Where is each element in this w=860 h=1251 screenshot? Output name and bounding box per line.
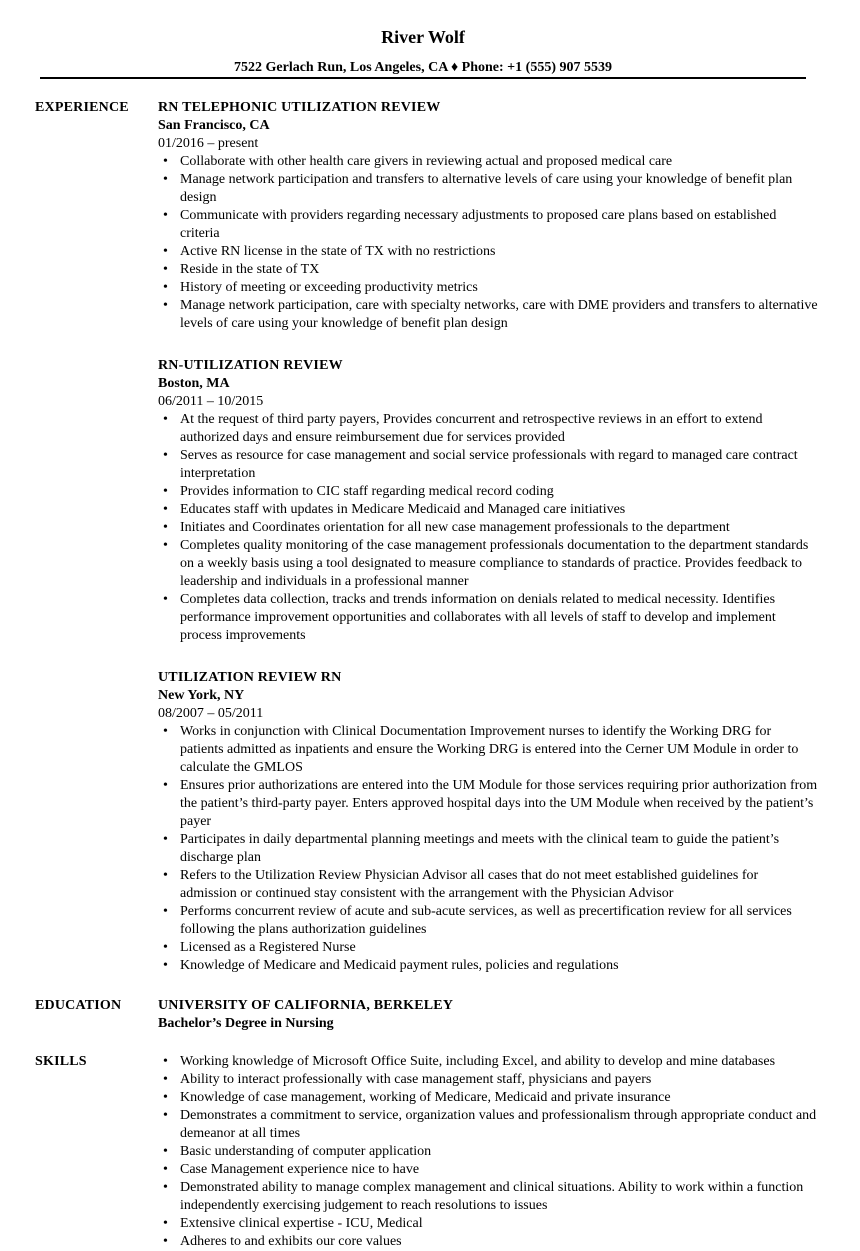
list-item: • Works in conjunction with Clinical Documentation Improvement nurses to identify the Working DRG for patients admitted as inpatients and ensure the Working DRG is entered into the Cerner UM Module in order to calculate the GMLOS xyxy=(158,723,818,777)
skills-label: SKILLS xyxy=(35,1054,87,1069)
list-item: • Knowledge of case management, working of Medicare, Medicaid and private insurance xyxy=(158,1089,818,1107)
experience-body xyxy=(158,99,818,995)
list-item: • Active RN license in the state of TX with no restrictions xyxy=(158,243,818,261)
list-item: • Knowledge of Medicare and Medicaid payment rules, policies and regulations xyxy=(158,957,818,975)
job-title: RN TELEPHONIC UTILIZATION REVIEW xyxy=(158,100,441,115)
job-dates: 01/2016 – present xyxy=(158,136,259,151)
list-item: • Ability to interact professionally with case management staff, physicians and payers xyxy=(158,1071,818,1089)
list-item: • Working knowledge of Microsoft Office Suite, including Excel, and ability to develop and mine databases xyxy=(158,1053,818,1071)
job-bullets xyxy=(158,153,818,333)
list-item: • Completes quality monitoring of the case management professionals documentation to the department standards on a weekly basis using a tool designated to measure compliance to standards of practice. Provides feedback to leadership and individuals in a professional manner xyxy=(158,537,818,591)
list-item: • Licensed as a Registered Nurse xyxy=(158,939,818,957)
list-item: • Reside in the state of TX xyxy=(158,261,818,279)
list-item: • Participates in daily departmental planning meetings and meets with the clinical team to guide the patient’s discharge plan xyxy=(158,831,818,867)
list-item: • Communicate with providers regarding necessary adjustments to proposed care plans based on established criteria xyxy=(158,207,818,243)
job-bullets xyxy=(158,723,818,975)
list-item: • History of meeting or exceeding productivity metrics xyxy=(158,279,818,297)
list-item: • Collaborate with other health care givers in reviewing actual and proposed medical care xyxy=(158,153,818,171)
list-item: • Performs concurrent review of acute and sub-acute services, as well as precertification review for all services following the plans authorization guidelines xyxy=(158,903,818,939)
education-label: EDUCATION xyxy=(35,998,122,1013)
job-dates: 06/2011 – 10/2015 xyxy=(158,394,264,409)
list-item: • Demonstrates a commitment to service, organization values and professionalism through appropriate conduct and demeanor at all times xyxy=(158,1107,818,1143)
candidate-name: River Wolf xyxy=(381,27,465,47)
skills-list xyxy=(158,1053,818,1251)
list-item: • Ensures prior authorizations are entered into the UM Module for those services requiring prior authorization from the patient’s third-party payer. Enters approved hospital days into the UM Module when received by the patient’s payer xyxy=(158,777,818,831)
experience-label: EXPERIENCE xyxy=(35,100,129,115)
header-divider xyxy=(40,77,806,79)
list-item: • Extensive clinical expertise - ICU, Medical xyxy=(158,1215,818,1233)
list-item: • Manage network participation and transfers to alternative levels of care using your knowledge of benefit plan design xyxy=(158,171,818,207)
list-item: • Manage network participation, care with specialty networks, care with DME providers and transfers to alternative levels of care using your knowledge of benefit plan design xyxy=(158,297,818,333)
job-bullets xyxy=(158,411,818,645)
list-item: • Initiates and Coordinates orientation for all new case management professionals to the department xyxy=(158,519,818,537)
job-location: New York, NY xyxy=(158,688,245,703)
job-location: San Francisco, CA xyxy=(158,118,270,133)
job-location: Boston, MA xyxy=(158,376,230,391)
degree-name: Bachelor’s Degree in Nursing xyxy=(158,1016,334,1031)
job-title: UTILIZATION REVIEW RN xyxy=(158,670,342,685)
education-body xyxy=(158,997,818,1033)
list-item: • At the request of third party payers, Provides concurrent and retrospective reviews in an effort to extend authorized days and ensure reimbursement due for services provided xyxy=(158,411,818,447)
list-item: • Educates staff with updates in Medicare Medicaid and Managed care initiatives xyxy=(158,501,818,519)
list-item: • Basic understanding of computer application xyxy=(158,1143,818,1161)
job-title: RN-UTILIZATION REVIEW xyxy=(158,358,343,373)
list-item: • Adheres to and exhibits our core values xyxy=(158,1233,818,1251)
list-item: • Demonstrated ability to manage complex management and clinical situations. Ability to work within a function independently exercising judgement to reach resolutions to issues xyxy=(158,1179,818,1215)
list-item: • Completes data collection, tracks and trends information on denials related to medical necessity. Identifies performance improvement opportunities and collaborates with all levels of staff to develop and implement process improvements xyxy=(158,591,818,645)
school-name: UNIVERSITY OF CALIFORNIA, BERKELEY xyxy=(158,998,454,1013)
skills-body xyxy=(158,1053,818,1251)
job-entry xyxy=(158,357,818,645)
list-item: • Serves as resource for case management and social service professionals with regard to managed care contract interpretation xyxy=(158,447,818,483)
job-dates: 08/2007 – 05/2011 xyxy=(158,706,264,721)
list-item: • Case Management experience nice to have xyxy=(158,1161,818,1179)
list-item: • Refers to the Utilization Review Physician Advisor all cases that do not meet established guidelines for admission or continued stay consistent with the arrangement with the Physician Advisor xyxy=(158,867,818,903)
list-item: • Provides information to CIC staff regarding medical record coding xyxy=(158,483,818,501)
contact-line: 7522 Gerlach Run, Los Angeles, CA ♦ Phone: +1 (555) 907 5539 xyxy=(234,60,612,75)
job-entry xyxy=(158,99,818,333)
job-entry xyxy=(158,669,818,975)
